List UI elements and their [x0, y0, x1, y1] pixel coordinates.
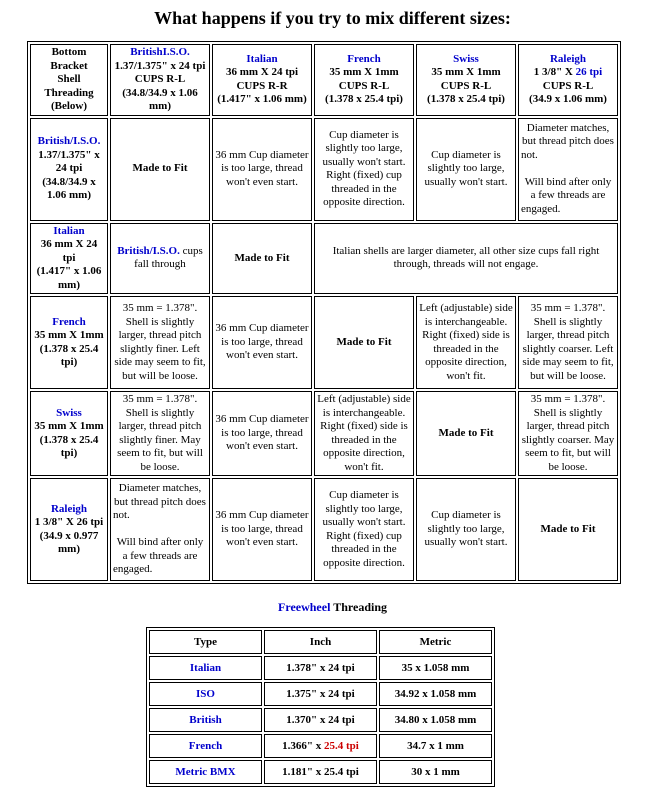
made-to-fit-cell: Made to Fit	[416, 391, 516, 476]
italian-cup-cell: 36 mm Cup diameter is too large, thread won't even start.	[212, 118, 312, 221]
column-header-french: French 35 mm X 1mm CUPS R-L (1.378 x 25.4 tpi)	[314, 44, 414, 116]
table-row	[149, 734, 492, 758]
column-header-raleigh: Raleigh 1 3/8" X 26 tpi CUPS R-L (34.9 x 1.06 mm)	[518, 44, 618, 116]
row-header-french: French 35 mm X 1mm (1.378 x 25.4 tpi)	[30, 296, 108, 389]
british-cups-fall-cell: British/I.S.O. cups fall through	[110, 223, 210, 295]
metric-cell: 34.92 x 1.058 mm	[379, 682, 492, 706]
page-title: What happens if you try to mix different sizes:	[154, 8, 511, 28]
italian-cup-cell: 36 mm Cup diameter is too large, thread won't even start.	[212, 296, 312, 389]
column-header-british: BritishI.S.O. 1.37/1.375" x 24 tpi CUPS R-L (34.8/34.9 x 1.06 mm)	[110, 44, 210, 116]
made-to-fit-cell: Made to Fit	[110, 118, 210, 221]
metric-cell: 30 x 1 mm	[379, 760, 492, 784]
table-row	[149, 682, 492, 706]
metric-cell: 35 x 1.058 mm	[379, 656, 492, 680]
made-to-fit-cell: Made to Fit	[518, 478, 618, 581]
swiss-raleigh-cell: 35 mm = 1.378". Shell is slightly larger, thread pitch slightly coarser. May seem to fit, but will be loose.	[518, 391, 618, 476]
inch-cell: 1.375" x 24 tpi	[264, 682, 377, 706]
freewheel-threading-title: Freewheel Threading	[278, 600, 387, 614]
metric-cell: 34.80 x 1.058 mm	[379, 708, 492, 732]
inch-cell: 1.366" x 25.4 tpi	[264, 734, 377, 758]
row-italian	[30, 223, 618, 295]
french-cup-cell: Cup diameter is slightly too large, usually won't start. Right (fixed) cup threaded in the opposite direction.	[314, 118, 414, 221]
swiss-cup-cell: Cup diameter is slightly too large, usually won't start.	[416, 118, 516, 221]
inch-cell: 1.181" x 25.4 tpi	[264, 760, 377, 784]
italian-cup-cell: 36 mm Cup diameter is too large, thread won't even start.	[212, 391, 312, 476]
freewheel-table	[146, 627, 495, 787]
column-header-type: Type	[149, 630, 262, 654]
row-raleigh	[30, 478, 618, 581]
row-swiss	[30, 391, 618, 476]
column-header-swiss: Swiss 35 mm X 1mm CUPS R-L (1.378 x 25.4 tpi)	[416, 44, 516, 116]
freewheel-header-row	[149, 630, 492, 654]
row-british	[30, 118, 618, 221]
row-header-raleigh: Raleigh 1 3/8" X 26 tpi (34.9 x 0.977 mm)	[30, 478, 108, 581]
french-british-cell: 35 mm = 1.378". Shell is slightly larger, thread pitch slightly finer. Left side may seem to fit, but will be loose.	[110, 296, 210, 389]
row-header-italian: Italian 36 mm X 24 tpi (1.417" x 1.06 mm)	[30, 223, 108, 295]
header-row	[30, 44, 618, 116]
table-row	[149, 656, 492, 680]
column-header-italian: Italian 36 mm X 24 tpi CUPS R-R (1.417" x 1.06 mm)	[212, 44, 312, 116]
left-adjustable-cell: Left (adjustable) side is interchangeable. Right (fixed) side is threaded in the opposite direction, won't fit.	[314, 391, 414, 476]
swiss-british-cell: 35 mm = 1.378". Shell is slightly larger, thread pitch slightly finer. May seem to fit, but will be loose.	[110, 391, 210, 476]
row-french	[30, 296, 618, 389]
table-row	[149, 760, 492, 784]
type-cell: French	[149, 734, 262, 758]
type-cell: ISO	[149, 682, 262, 706]
column-header-inch: Inch	[264, 630, 377, 654]
type-cell: Metric BMX	[149, 760, 262, 784]
column-header-metric: Metric	[379, 630, 492, 654]
left-adjustable-cell: Left (adjustable) side is interchangeable. Right (fixed) side is threaded in the opposite direction, won't fit.	[416, 296, 516, 389]
italian-cup-cell: 36 mm Cup diameter is too large, thread won't even start.	[212, 478, 312, 581]
inch-cell: 1.370" x 24 tpi	[264, 708, 377, 732]
row-header-swiss: Swiss 35 mm X 1mm (1.378 x 25.4 tpi)	[30, 391, 108, 476]
table-row	[149, 708, 492, 732]
raleigh-british-cell: Diameter matches, but thread pitch does not. Will bind after only a few threads are engaged.	[110, 478, 210, 581]
metric-cell: 34.7 x 1 mm	[379, 734, 492, 758]
size-compatibility-table	[27, 41, 621, 584]
row-header-british: British/I.S.O. 1.37/1.375" x 24 tpi (34.8/34.9 x 1.06 mm)	[30, 118, 108, 221]
corner-header: Bottom Bracket Shell Threading (Below)	[30, 44, 108, 116]
swiss-cup-cell: Cup diameter is slightly too large, usually won't start.	[416, 478, 516, 581]
italian-shell-note-cell: Italian shells are larger diameter, all other size cups fall right through, threads will not engage.	[314, 223, 618, 295]
type-cell: British	[149, 708, 262, 732]
made-to-fit-cell: Made to Fit	[314, 296, 414, 389]
inch-cell: 1.378" x 24 tpi	[264, 656, 377, 680]
french-cup-cell: Cup diameter is slightly too large, usually won't start. Right (fixed) cup threaded in the opposite direction.	[314, 478, 414, 581]
type-cell: Italian	[149, 656, 262, 680]
french-raleigh-cell: 35 mm = 1.378". Shell is slightly larger, thread pitch slightly coarser. Left side may seem to fit, but will be loose.	[518, 296, 618, 389]
made-to-fit-cell: Made to Fit	[212, 223, 312, 295]
raleigh-cup-cell: Diameter matches, but thread pitch does not. Will bind after only a few threads are engaged.	[518, 118, 618, 221]
